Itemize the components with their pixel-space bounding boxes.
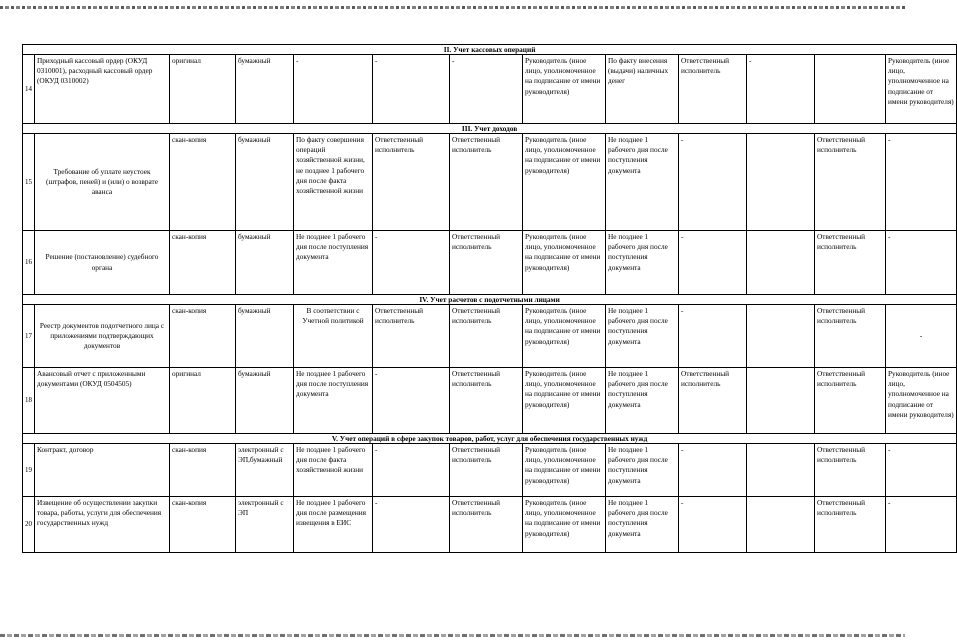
table-cell: - — [679, 305, 747, 368]
document-media: бумажный — [236, 368, 294, 434]
table-cell: - — [679, 231, 747, 295]
document-media: электронный с ЭП,бумажный — [236, 444, 294, 497]
table-cell: Не позднее 1 рабочего дня после поступления документа — [606, 134, 679, 231]
table-cell: - — [373, 368, 450, 434]
table-cell: Ответственный исполнитель — [373, 134, 450, 231]
document-name: Извещение об осуществлении закупки товара, работы, услуги для обеспечения государственных нужд — [35, 497, 170, 553]
document-kind: оригинал — [170, 368, 236, 434]
table-cell: Ответственный исполнитель — [373, 305, 450, 368]
table-row — [23, 55, 957, 124]
table-cell: Ответственный исполнитель — [815, 134, 886, 231]
table-row — [23, 305, 957, 368]
section-title: III. Учет доходов — [23, 124, 957, 134]
table-cell: Не позднее 1 рабочего дня после поступления документа — [606, 497, 679, 553]
table-cell — [815, 55, 886, 124]
table-cell: Руководитель (иное лицо, уполномоченное на подписание от имени руководителя) — [523, 231, 606, 295]
table-cell: Не позднее 1 рабочего дня после размещения извещения в ЕИС — [294, 497, 373, 553]
table-row — [23, 231, 957, 295]
table-cell: - — [294, 55, 373, 124]
table-cell: - — [373, 55, 450, 124]
table-cell: Не позднее 1 рабочего дня после поступления документа — [606, 368, 679, 434]
scan-edge-top — [0, 6, 905, 9]
table-cell: Ответственный исполнитель — [815, 305, 886, 368]
row-number: 16 — [23, 231, 35, 295]
table-cell: Руководитель (иное лицо, уполномоченное на подписание от имени руководителя) — [523, 134, 606, 231]
table-cell: Руководитель (иное лицо, уполномоченное на подписание от имени руководителя) — [523, 497, 606, 553]
section-header-row — [23, 295, 957, 305]
table-cell: - — [886, 231, 957, 295]
table-cell: Руководитель (иное лицо, уполномоченное на подписание от имени руководителя) — [523, 55, 606, 124]
table-cell: В соответствии с Учетной политикой — [294, 305, 373, 368]
table-cell: - — [373, 231, 450, 295]
table-cell: Руководитель (иное лицо, уполномоченное на подписание от имени руководителя) — [523, 305, 606, 368]
table-cell: Руководитель (иное лицо, уполномоченное на подписание от имени руководителя) — [886, 55, 957, 124]
document-kind: скан-копия — [170, 134, 236, 231]
table-row — [23, 134, 957, 231]
document-media: бумажный — [236, 231, 294, 295]
document-media: бумажный — [236, 305, 294, 368]
table-cell — [747, 134, 815, 231]
table-cell: Ответственный исполнитель — [815, 231, 886, 295]
document-kind: скан-копия — [170, 497, 236, 553]
table-cell: - — [679, 444, 747, 497]
table-cell — [747, 368, 815, 434]
document-kind: скан-копия — [170, 444, 236, 497]
table-cell: Ответственный исполнитель — [450, 368, 523, 434]
document-name: Реестр документов подотчетного лица с приложениями подтверждающих документов — [35, 305, 170, 368]
table-cell: Ответственный исполнитель — [450, 444, 523, 497]
row-number: 18 — [23, 368, 35, 434]
table-cell: Ответственный исполнитель — [450, 134, 523, 231]
table-cell: - — [886, 444, 957, 497]
section-title: II. Учет кассовых операций — [23, 45, 957, 55]
document-media: бумажный — [236, 55, 294, 124]
table-cell — [747, 305, 815, 368]
table-cell: Ответственный исполнитель — [679, 368, 747, 434]
table-cell: - — [886, 497, 957, 553]
table-cell: Руководитель (иное лицо, уполномоченное на подписание от имени руководителя) — [523, 368, 606, 434]
table-row — [23, 497, 957, 553]
row-number: 20 — [23, 497, 35, 553]
table-cell: Ответственный исполнитель — [679, 55, 747, 124]
table-cell: Руководитель (иное лицо, уполномоченное на подписание от имени руководителя) — [886, 368, 957, 434]
table-cell: - — [747, 55, 815, 124]
table-cell — [747, 497, 815, 553]
table-cell: Ответственный исполнитель — [815, 497, 886, 553]
table-cell: - — [679, 497, 747, 553]
table-cell: Не позднее 1 рабочего дня после факта хозяйственной жизни — [294, 444, 373, 497]
table-cell: Руководитель (иное лицо, уполномоченное на подписание от имени руководителя) — [523, 444, 606, 497]
document-media: бумажный — [236, 134, 294, 231]
row-number: 17 — [23, 305, 35, 368]
table-cell: Не позднее 1 рабочего дня после поступления документа — [606, 231, 679, 295]
table-cell: - — [450, 55, 523, 124]
table-cell: Не позднее 1 рабочего дня после поступления документа — [606, 444, 679, 497]
table-cell: Ответственный исполнитель — [450, 305, 523, 368]
section-header-row — [23, 45, 957, 55]
table-cell — [747, 231, 815, 295]
section-header-row — [23, 434, 957, 444]
row-number: 15 — [23, 134, 35, 231]
table-cell: Ответственный исполнитель — [450, 231, 523, 295]
table-cell: Не позднее 1 рабочего дня после поступления документа — [606, 305, 679, 368]
table-row — [23, 368, 957, 434]
document-kind: оригинал — [170, 55, 236, 124]
document-name: Контракт, договор — [35, 444, 170, 497]
document-name: Решение (постановление) судебного органа — [35, 231, 170, 295]
table-cell: Ответственный исполнитель — [815, 444, 886, 497]
table-cell: - — [679, 134, 747, 231]
document-table — [22, 44, 957, 553]
document-kind: скан-копия — [170, 231, 236, 295]
table-cell — [747, 444, 815, 497]
document-name: Требование об уплате неустоек (штрафов, пеней) и (или) о возврате аванса — [35, 134, 170, 231]
table-cell: - — [886, 134, 957, 231]
table-cell: По факту совершения операций хозяйственной жизни, не позднее 1 рабочего дня после факта хозяйственной жизни — [294, 134, 373, 231]
table-cell: - — [373, 497, 450, 553]
row-number: 19 — [23, 444, 35, 497]
document-name: Приходный кассовый ордер (ОКУД 0310001), расходный кассовый ордер (ОКУД 0310002) — [35, 55, 170, 124]
section-header-row — [23, 124, 957, 134]
section-title: V. Учет операций в сфере закупок товаров, работ, услуг для обеспечения государственных нужд — [23, 434, 957, 444]
section-title: IV. Учет расчетов с подотчетными лицами — [23, 295, 957, 305]
table-cell: - — [886, 305, 957, 368]
row-number: 14 — [23, 55, 35, 124]
table-row — [23, 444, 957, 497]
table-cell: Ответственный исполнитель — [815, 368, 886, 434]
table-cell: Не позднее 1 рабочего дня после поступления документа — [294, 231, 373, 295]
table-cell: По факту внесения (выдачи) наличных денег — [606, 55, 679, 124]
document-kind: скан-копия — [170, 305, 236, 368]
scan-edge-bottom — [0, 634, 905, 637]
document-name: Авансовый отчет с приложенными документами (ОКУД 0504505) — [35, 368, 170, 434]
table-cell: - — [373, 444, 450, 497]
document-media: электронный с ЭП — [236, 497, 294, 553]
table-cell: Не позднее 1 рабочего дня после поступления документа — [294, 368, 373, 434]
table-cell: Ответственный исполнитель — [450, 497, 523, 553]
